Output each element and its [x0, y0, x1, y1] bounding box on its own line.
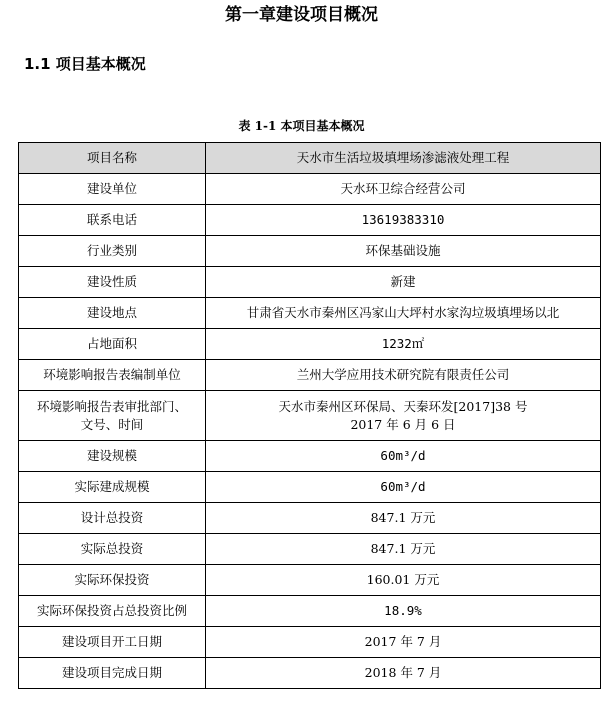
row-value: 新建 [206, 267, 601, 298]
table-row [19, 565, 601, 596]
row-value-line2: 2017 年 6 月 6 日 [350, 416, 456, 432]
row-label: 建设单位 [19, 174, 206, 205]
row-label: 建设项目开工日期 [19, 627, 206, 658]
row-label [19, 391, 206, 441]
table-row [19, 298, 601, 329]
row-value: 847.1 万元 [206, 534, 601, 565]
row-label: 联系电话 [19, 205, 206, 236]
section-title: 1.1 项目基本概况 [24, 55, 146, 73]
table-row [19, 534, 601, 565]
row-label: 实际建成规模 [19, 472, 206, 503]
table-row [19, 503, 601, 534]
row-label: 建设性质 [19, 267, 206, 298]
row-value-line1: 天水市秦州区环保局、天秦环发[2017]38 号 [278, 398, 528, 414]
table-row [19, 329, 601, 360]
row-label: 占地面积 [19, 329, 206, 360]
table-row [19, 205, 601, 236]
row-label: 实际环保投资 [19, 565, 206, 596]
row-value: 1232㎡ [206, 329, 601, 360]
table-row [19, 658, 601, 689]
row-label: 设计总投资 [19, 503, 206, 534]
row-value: 兰州大学应用技术研究院有限责任公司 [206, 360, 601, 391]
row-value: 甘肃省天水市秦州区冯家山大坪村水家沟垃圾填埋场以北 [206, 298, 601, 329]
table-row [19, 143, 601, 174]
table-caption: 表 1-1 本项目基本概况 [238, 119, 365, 133]
row-label: 环境影响报告表编制单位 [19, 360, 206, 391]
table-row [19, 627, 601, 658]
row-value: 2018 年 7 月 [206, 658, 601, 689]
row-value: 天水市生活垃圾填埋场渗滤液处理工程 [206, 143, 601, 174]
row-value: 60m³/d [206, 472, 601, 503]
project-overview-table [18, 142, 601, 689]
row-label: 实际总投资 [19, 534, 206, 565]
row-label: 实际环保投资占总投资比例 [19, 596, 206, 627]
row-value: 13619383310 [206, 205, 601, 236]
table-row [19, 441, 601, 472]
table-row [19, 267, 601, 298]
row-label-line2: 文号、时间 [80, 416, 144, 432]
row-label: 项目名称 [19, 143, 206, 174]
row-value [206, 391, 601, 441]
table-row [19, 472, 601, 503]
row-value: 天水环卫综合经营公司 [206, 174, 601, 205]
table-row [19, 360, 601, 391]
row-label: 建设地点 [19, 298, 206, 329]
row-value: 160.01 万元 [206, 565, 601, 596]
row-label: 建设规模 [19, 441, 206, 472]
table-row [19, 236, 601, 267]
chapter-title: 第一章建设项目概况 [225, 5, 378, 25]
row-label: 行业类别 [19, 236, 206, 267]
row-value: 60m³/d [206, 441, 601, 472]
row-value: 847.1 万元 [206, 503, 601, 534]
row-label-line1: 环境影响报告表审批部门、 [36, 398, 187, 414]
table-row [19, 596, 601, 627]
table-row [19, 174, 601, 205]
row-value: 18.9% [206, 596, 601, 627]
row-value: 2017 年 7 月 [206, 627, 601, 658]
row-label: 建设项目完成日期 [19, 658, 206, 689]
table-row [19, 391, 601, 441]
row-value: 环保基础设施 [206, 236, 601, 267]
